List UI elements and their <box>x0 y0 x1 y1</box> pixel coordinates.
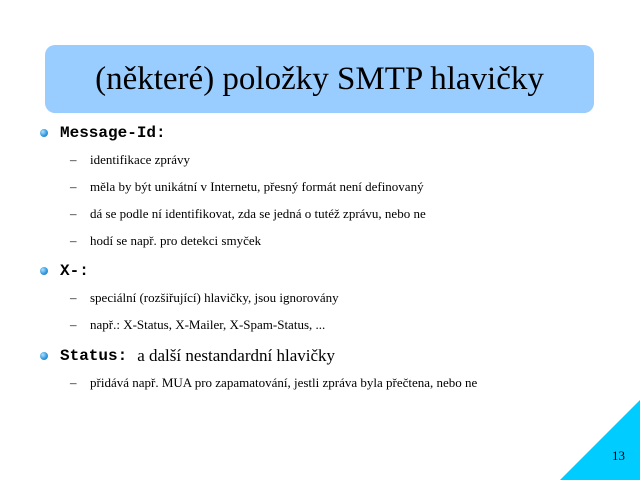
dash-icon: – <box>70 375 77 390</box>
dash-icon: – <box>70 317 77 332</box>
dash-icon: – <box>70 233 77 248</box>
bullet-keyword: Message-Id: <box>60 124 166 142</box>
sub-item <box>70 232 261 250</box>
sub-item <box>70 151 190 169</box>
bullet-item-status <box>40 344 335 368</box>
bullet-item-x-headers <box>40 259 89 283</box>
slide-title: (některé) položky SMTP hlavičky <box>95 60 544 97</box>
sub-item <box>70 316 325 334</box>
title-box <box>45 45 594 113</box>
sub-item <box>70 178 424 196</box>
bullet-keyword: Status: <box>60 347 128 365</box>
bullet-text: a další nestandardní hlavičky <box>137 346 336 365</box>
sub-item-text: identifikace zprávy <box>90 152 190 167</box>
sub-item-text: např.: X-Status, X-Mailer, X-Spam-Status, ... <box>90 317 326 332</box>
sub-item-text: dá se podle ní identifikovat, zda se jedná o tutéž zprávu, nebo ne <box>90 206 426 221</box>
sub-item-text: přidává např. MUA pro zapamatování, jestli zpráva byla přečtena, nebo ne <box>90 375 478 390</box>
sub-item-text: hodí se např. pro detekci smyček <box>90 233 262 248</box>
page-number: 13 <box>612 448 625 463</box>
sub-item-text: speciální (rozšiřující) hlavičky, jsou ignorovány <box>90 290 339 305</box>
dash-icon: – <box>70 152 77 167</box>
dash-icon: – <box>70 206 77 221</box>
bullet-keyword: X-: <box>60 262 89 280</box>
dash-icon: – <box>70 179 77 194</box>
bullet-item-message-id <box>40 121 166 145</box>
bullet-icon <box>40 352 48 360</box>
sub-item <box>70 289 339 307</box>
sub-item <box>70 374 477 392</box>
sub-item <box>70 205 426 223</box>
corner-triangle <box>560 400 640 480</box>
bullet-icon <box>40 129 48 137</box>
sub-item-text: měla by být unikátní v Internetu, přesný formát není definovaný <box>90 179 424 194</box>
bullet-icon <box>40 267 48 275</box>
dash-icon: – <box>70 290 77 305</box>
